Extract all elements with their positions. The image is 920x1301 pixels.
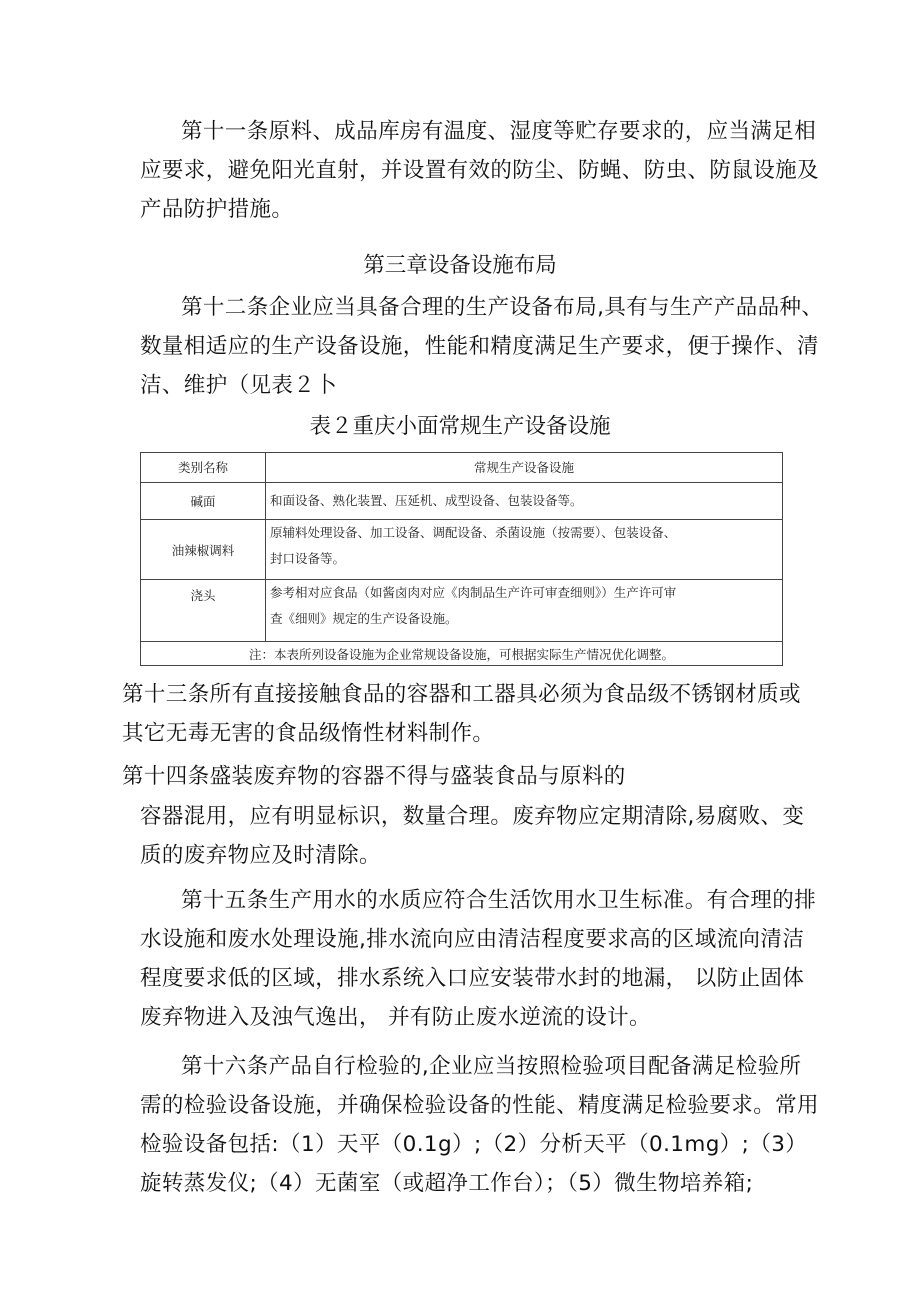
equipment-cell xyxy=(266,482,783,519)
category-cell: 浇头 xyxy=(141,580,266,642)
article-15-line: 废弃物进入及浊气逸出， 并有防止废水逆流的设计。 xyxy=(140,1005,651,1030)
category-cell: 油辣椒调料 xyxy=(141,520,266,580)
article-13-line: 第十三条所有直接接触食品的容器和工器具必须为食品级不锈钢材质或 xyxy=(122,682,801,707)
article-13-line: 其它无毒无害的食品级惰性材料制作。 xyxy=(122,721,495,746)
article-16-line: 第十六条产品自行检验的,企业应当按照检验项目配备满足检验所 xyxy=(181,1054,802,1079)
article-11-line: 产品防护措施。 xyxy=(140,197,294,222)
article-16-line: 检验设备包括:（1）天平（0.1g）;（2）分析天平（0.1mg）;（3） xyxy=(140,1132,808,1157)
article-12-line: 第十二条企业应当具备合理的生产设备布局,具有与生产产品品种、 xyxy=(181,295,824,320)
article-14-rest xyxy=(140,797,804,875)
article-11 xyxy=(140,112,819,229)
header-category: 类别名称 xyxy=(141,453,266,483)
equipment-cell xyxy=(266,580,783,642)
equipment-line: 和面设备、熟化装置、压延机、成型设备、包装设备等。 xyxy=(270,493,583,509)
article-14-line: 容器混用，应有明显标识，数量合理。废弃物应定期清除,易腐败、变 xyxy=(140,804,805,829)
article-13 xyxy=(122,675,801,753)
equipment-table xyxy=(140,452,783,666)
table-header-row xyxy=(141,453,783,483)
article-15-line: 程度要求低的区域，排水系统入口应安装带水封的地漏， 以防止固体 xyxy=(140,966,805,991)
equipment-line: 原辅料处理设备、加工设备、调配设备、杀菌设施（按需要）、包装设备、 xyxy=(270,525,677,541)
chapter-title: 第三章设备设施布局 xyxy=(363,253,557,278)
article-15-line: 水设施和废水处理设施,排水流向应由清洁程度要求高的区域流向清洁 xyxy=(140,927,805,952)
article-16 xyxy=(140,1047,819,1203)
equipment-line: 封口设备等。 xyxy=(270,551,346,567)
article-11-line: 第十一条原料、成品库房有温度、湿度等贮存要求的，应当满足相 xyxy=(181,119,817,144)
article-15-line: 第十五条生产用水的水质应符合生活饮用水卫生标准。有合理的排 xyxy=(181,888,817,913)
table-caption: 表２重庆小面常规生产设备设施 xyxy=(309,414,611,439)
table-note: 注：本表所列设备设施为企业常规设备设施，可根据实际生产情况优化调整。 xyxy=(141,642,783,666)
article-14-line: 第十四条盛装废弃物的容器不得与盛装食品与原料的 xyxy=(122,764,626,789)
article-16-line: 旋转蒸发仪;（4）无菌室（或超净工作台）；（5）微生物培养箱; xyxy=(140,1171,754,1196)
article-12 xyxy=(140,288,823,405)
article-16-line: 需的检验设备设施，并确保检验设备的性能、精度满足检验要求。常用 xyxy=(140,1093,819,1118)
article-14-line: 质的废弃物应及时清除。 xyxy=(140,843,381,868)
table-note-row xyxy=(141,642,783,666)
header-equipment: 常规生产设备设施 xyxy=(266,453,783,483)
category-cell: 碱面 xyxy=(141,482,266,519)
equipment-line: 参考相对应食品（如酱卤肉对应《肉制品生产许可审查细则》）生产许可审 xyxy=(270,585,677,601)
article-15 xyxy=(140,881,816,1037)
article-12-line: 数量相适应的生产设备设施，性能和精度满足生产要求，便于操作、清 xyxy=(140,334,819,359)
article-14-first xyxy=(122,757,626,796)
article-12-line: 洁、维护（见表２卜 xyxy=(140,373,338,398)
equipment-line: 查《细则》规定的生产设备设施。 xyxy=(270,611,458,627)
table-row xyxy=(141,580,783,642)
table-row xyxy=(141,482,783,519)
article-11-line: 应要求，避免阳光直射，并设置有效的防尘、防蝇、防虫、防鼠设施及 xyxy=(140,158,819,183)
equipment-cell xyxy=(266,520,783,580)
table-row xyxy=(141,520,783,580)
